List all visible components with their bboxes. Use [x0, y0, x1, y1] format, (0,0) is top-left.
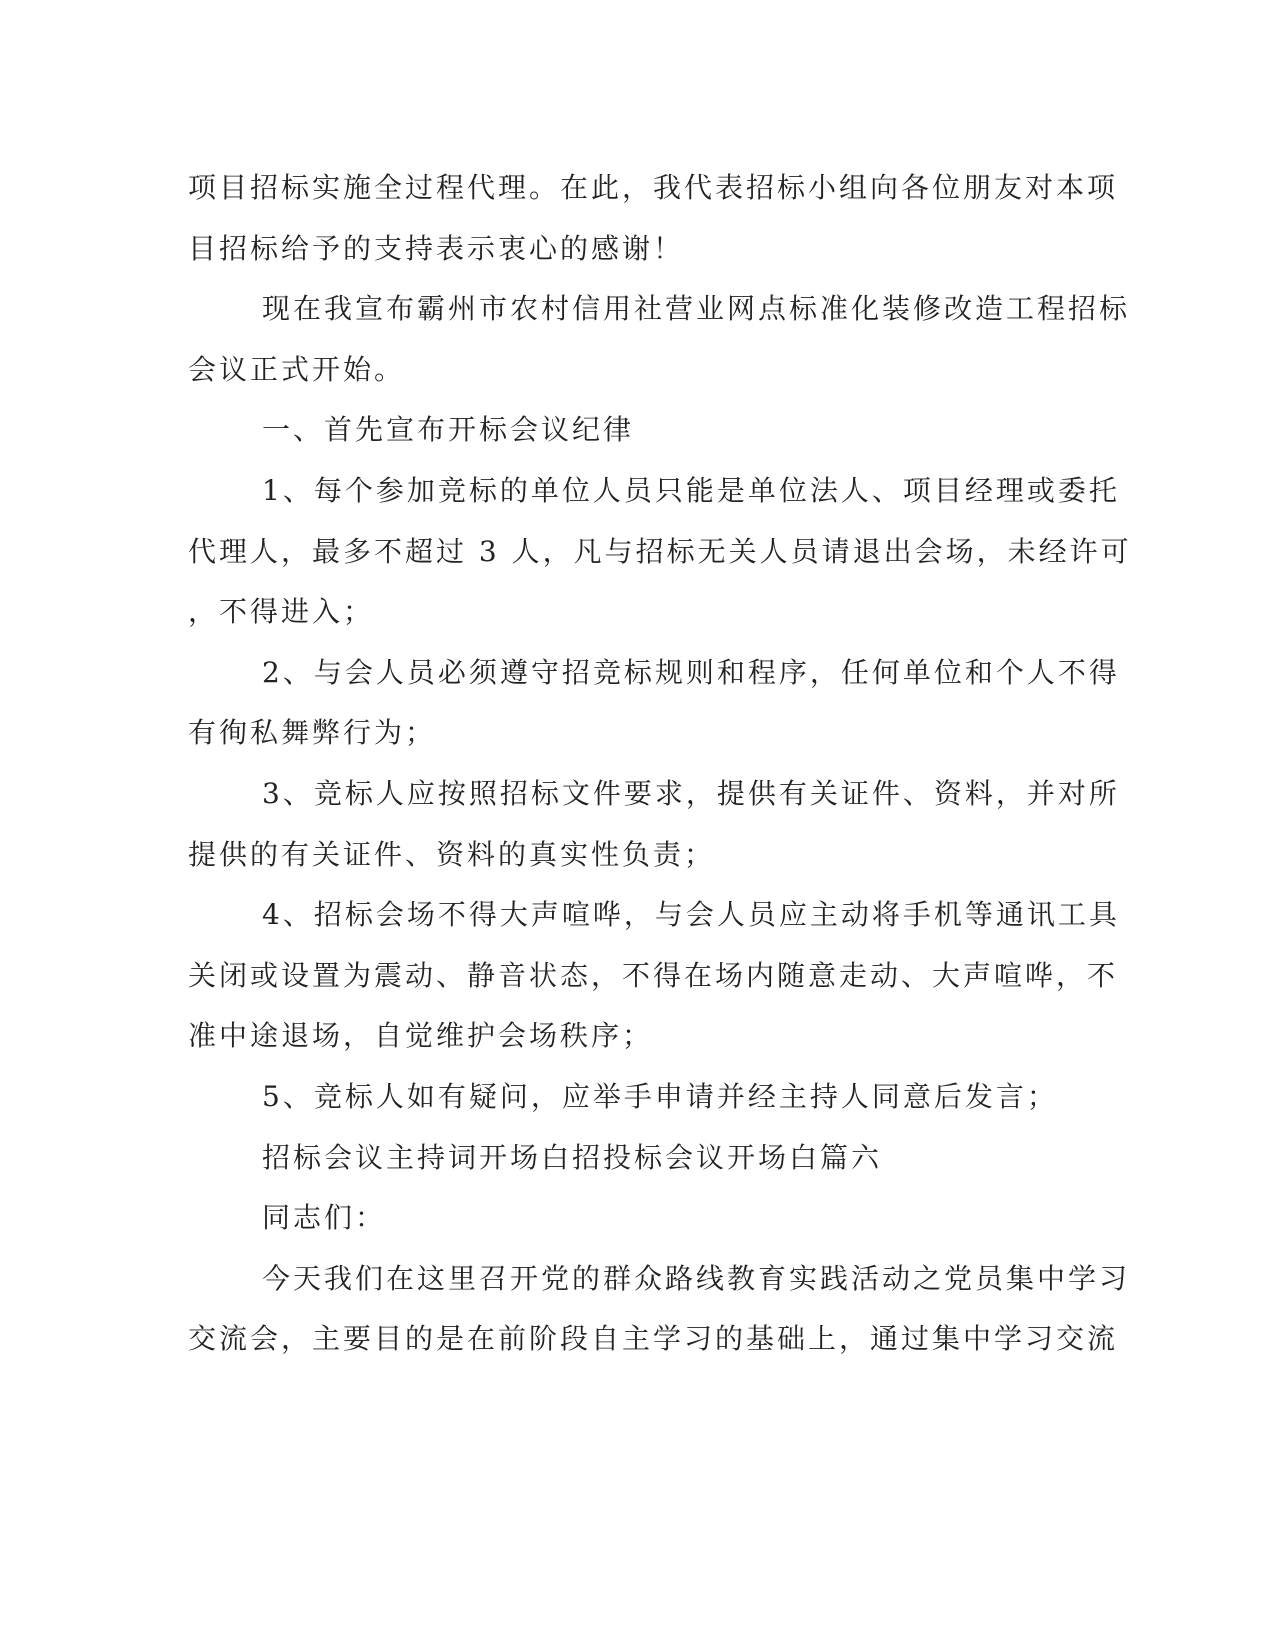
text-line: 项目招标实施全过程代理。在此，我代表招标小组向各位朋友对本项 [188, 171, 1119, 204]
section-heading: 一、首先宣布开标会议纪律 [262, 413, 635, 447]
text-line: 3、竞标人应按照招标文件要求，提供有关证件、资料，并对所 [262, 776, 1120, 810]
text-line: 代理人，最多不超过 3 人，凡与招标无关人员请退出会场，未经许可 [188, 534, 1132, 568]
text-line: 会议正式开始。 [188, 352, 406, 386]
text-line: 有徇私舞弊行为； [188, 716, 437, 750]
text-line: 准中途退场，自觉维护会场秩序； [188, 1019, 654, 1053]
text-line: 目招标给予的支持表示衷心的感谢！ [188, 231, 685, 265]
text-line: 交流会，主要目的是在前阶段自主学习的基础上，通过集中学习交流 [188, 1322, 1119, 1356]
text-line: ，不得进入； [188, 595, 375, 629]
text-line: 4、招标会场不得大声喧哗，与会人员应主动将手机等通讯工具 [262, 898, 1120, 932]
text-line: 1、每个参加竞标的单位人员只能是单位法人、项目经理或委托 [262, 473, 1120, 507]
document-body [188, 158, 1132, 1370]
text-line: 2、与会人员必须遵守招竞标规则和程序，任何单位和个人不得 [262, 655, 1120, 689]
section-title: 招标会议主持词开场白招投标会议开场白篇六 [262, 1140, 883, 1174]
text-line: 现在我宣布霸州市农村信用社营业网点标准化装修改造工程招标 [262, 292, 1131, 326]
text-line: 提供的有关证件、资料的真实性负责； [188, 837, 716, 871]
salutation: 同志们： [262, 1201, 387, 1235]
text-line: 关闭或设置为震动、静音状态，不得在场内随意走动、大声喧哗，不 [188, 958, 1119, 992]
text-line: 今天我们在这里召开党的群众路线教育实践活动之党员集中学习 [262, 1261, 1131, 1295]
text-line: 5、竞标人如有疑问，应举手申请并经主持人同意后发言； [262, 1079, 1058, 1113]
